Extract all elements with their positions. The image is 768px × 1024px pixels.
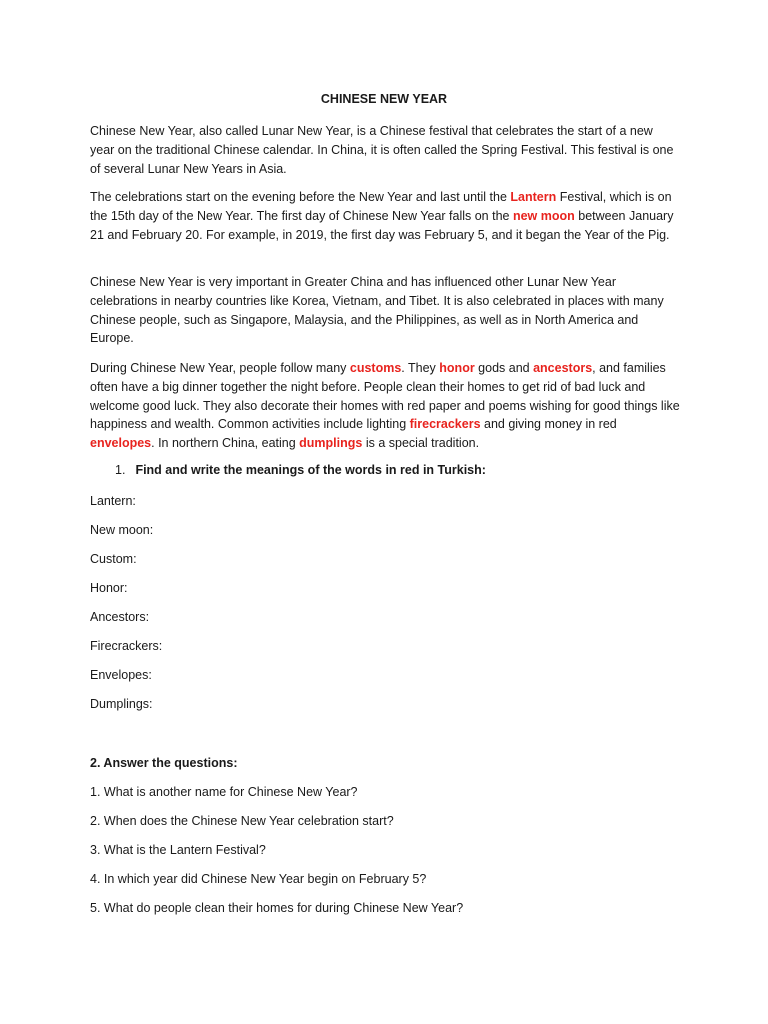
red-word-customs: customs [349, 361, 402, 375]
text-run: between January 21 and February 20. For example, in 2019, the first day was February 5, and it began the Year of the Pig. [90, 208, 674, 242]
text-run: The celebrations start on the evening before the New Year and last until the [90, 190, 511, 204]
text-run: During Chinese New Year, people follow many [90, 361, 350, 375]
paragraph-2 [90, 188, 680, 244]
vocab-item: New moon: [90, 523, 154, 537]
text-run: and giving money in red [480, 417, 617, 432]
vocab-item: Dumplings: [90, 697, 153, 711]
text-run: , and families often have a big dinner together the night before. People clean their homes to get rid of bad luck and welcome good luck. They also decorate their homes with red paper and poems wishing for good things like happiness and wealth. Common activities include lighting [90, 361, 680, 432]
red-word-firecrackers: firecrackers [409, 417, 481, 432]
vocab-item: Firecrackers: [90, 639, 163, 653]
red-word-ancestors: ancestors [533, 361, 593, 375]
task-1-heading [115, 463, 486, 477]
text-run: Festival, which is on the 15th day of the New Year. The first day of Chinese New Year falls on the [90, 190, 672, 223]
red-word-honor: honor [439, 361, 475, 375]
vocab-item: Ancestors: [90, 610, 150, 624]
task-2-heading: 2. Answer the questions: [90, 756, 238, 770]
question-item: 3. What is the Lantern Festival? [90, 843, 266, 857]
question-item: 5. What do people clean their homes for during Chinese New Year? [90, 901, 464, 915]
red-word-lantern: Lantern [510, 190, 557, 204]
vocab-item: Custom: [90, 552, 137, 566]
paragraph-1: Chinese New Year, also called Lunar New Year, is a Chinese festival that celebrates the start of a new year on the traditional Chinese calendar. In China, it is often called the Spring Festival. This festival is one of several Lunar New Years in Asia. [90, 124, 674, 176]
text-run: . They [401, 361, 440, 375]
text-run: gods and [474, 361, 534, 375]
red-word-dumplings: dumplings [299, 436, 363, 451]
question-item: 2. When does the Chinese New Year celebration start? [90, 814, 394, 828]
red-word-new-moon: new moon [512, 208, 575, 223]
text-run: is a special tradition. [362, 436, 480, 451]
vocab-item: Honor: [90, 581, 128, 595]
vocab-item: Envelopes: [90, 668, 152, 682]
vocab-item: Lantern: [90, 494, 136, 508]
question-item: 4. In which year did Chinese New Year begin on February 5? [90, 872, 427, 886]
text-run: . In northern China, eating [151, 436, 300, 451]
task-1-number: 1. [115, 463, 126, 477]
paragraph-4 [90, 359, 680, 453]
red-word-envelopes: envelopes [90, 436, 152, 451]
task-1-text: Find and write the meanings of the words in red in Turkish: [135, 463, 486, 477]
page-title: CHINESE NEW YEAR [320, 92, 448, 106]
paragraph-3: Chinese New Year is very important in Greater China and has influenced other Lunar New Year celebrations in nearby countries like Korea, Vietnam, and Tibet. It is also celebrated in places with many Chinese people, such as Singapore, Malaysia, and the Philippines, as well as in North America and Europe. [90, 275, 664, 346]
question-item: 1. What is another name for Chinese New Year? [90, 785, 358, 799]
